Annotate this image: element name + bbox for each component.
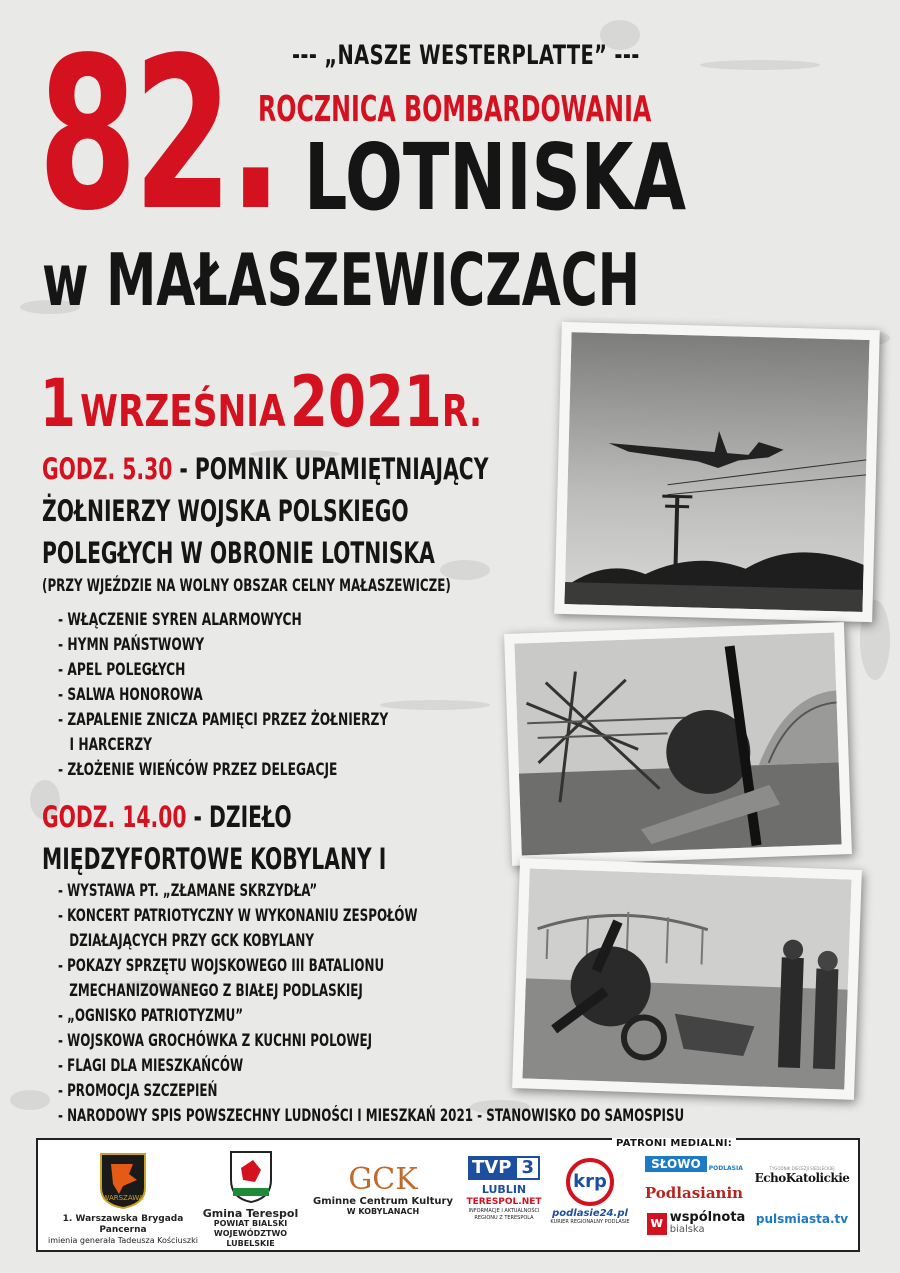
list-item: - KONCERT PATRIOTYCZNY W WYKONANIU ZESPOŁÓW	[58, 906, 418, 926]
brigade-emblem-text: WARSZAWA	[102, 1194, 144, 1202]
tvp-city: LUBLIN	[481, 1183, 527, 1196]
list-item: - WŁĄCZENIE SYREN ALARMOWYCH	[58, 610, 302, 630]
gck-sub: W KOBYLANACH	[346, 1207, 420, 1216]
date-month: WRZEŚNIA	[80, 386, 286, 437]
coat-of-arms-icon	[229, 1150, 273, 1204]
place-text: w MAŁASZEWICZACH	[42, 238, 640, 322]
podlasianin-logo	[642, 1184, 746, 1202]
podlasie24-logo	[546, 1158, 634, 1226]
list-item: - PROMOCJA SZCZEPIEŃ	[58, 1081, 218, 1101]
place-heading	[42, 240, 896, 320]
list-item: - ZAPALENIE ZNICZA PAMIĘCI PRZEZ ŻOŁNIERZY	[58, 710, 389, 730]
gmina-name: Gmina Terespol	[202, 1207, 299, 1220]
slowo-podlasia-logo	[642, 1156, 746, 1172]
brigade-name: 1. Warszawska Brygada Pancerna	[62, 1214, 184, 1235]
gck-logo	[303, 1164, 463, 1217]
wspolnota-mark: w	[647, 1213, 667, 1235]
tvp3-lublin-logo	[466, 1156, 542, 1222]
anniversary-number: 82.	[38, 12, 279, 257]
tvp-number: 3	[515, 1156, 540, 1180]
photo-plane-in-flight	[554, 322, 880, 622]
list-item: - HYMN PAŃSTWOWY	[58, 635, 205, 655]
krp-tagline: KURIER REGIONALNY PODLASIE	[550, 1219, 630, 1225]
patrons-label: PATRONI MEDIALNI:	[612, 1138, 736, 1149]
airport-text: LOTNISKA	[304, 124, 687, 231]
list-item: - WOJSKOWA GROCHÓWKA Z KUCHNI POLOWEJ	[58, 1031, 373, 1051]
event2-heading	[42, 796, 534, 880]
list-item: DZIAŁAJĄCYCH PRZY GCK KOBYLANY	[69, 931, 314, 951]
slowo-sub: PODLASIA	[708, 1165, 743, 1172]
tvp-brand: TVP	[468, 1156, 515, 1180]
event2-time: GODZ. 14.00	[42, 800, 187, 834]
event2-title-1: - DZIEŁO	[186, 800, 292, 834]
gck-name: Gminne Centrum Kultury	[313, 1196, 453, 1207]
terespol-net: TERESPOL.NET	[466, 1197, 542, 1207]
list-item: I HARCERZY	[69, 735, 152, 755]
pulsmiasta-logo	[750, 1212, 854, 1226]
brigade-sub: imienia generała Tadeusza Kościuszki	[48, 1236, 198, 1245]
list-item: - FLAGI DLA MIESZKAŃCÓW	[58, 1056, 244, 1076]
date-year: 2021	[289, 361, 442, 443]
gck-mark: GCK	[348, 1162, 418, 1197]
event-subtitle	[292, 40, 775, 71]
krp-mark: krp	[566, 1158, 614, 1206]
wspolnota-logo	[644, 1212, 748, 1236]
photo-wreck-with-soldiers	[512, 858, 862, 1100]
gmina-terespol-logo	[198, 1150, 303, 1249]
pulsmiasta-text: pulsmiasta.tv	[755, 1212, 849, 1226]
subtitle-text: --- „NASZE WESTERPLATTE” ---	[292, 40, 640, 71]
event-date	[40, 362, 607, 461]
gmina-sub-2: WOJEWÓDZTWO LUBELSKIE	[213, 1229, 288, 1248]
brigade-emblem-icon	[93, 1150, 153, 1210]
podlasianin-text: Podlasianin	[644, 1184, 744, 1202]
wspolnota-sub: bialska	[669, 1224, 705, 1235]
event1-location-note: (PRZY WJEŹDZIE NA WOLNY OBSZAR CELNY MAŁASZEWICZE)	[42, 576, 451, 596]
anniversary-text: ROCZNICA BOMBARDOWANIA	[258, 89, 652, 130]
list-item: - „OGNISKO PATRIOTYZMU”	[58, 1006, 244, 1026]
event1-program-list	[58, 608, 517, 783]
list-item: - WYSTAWA PT. „ZŁAMANE SKRZYDŁA”	[58, 881, 318, 901]
brigade-logo	[48, 1150, 198, 1246]
slowo-mark: SŁOWO	[645, 1156, 707, 1172]
date-day: 1	[40, 365, 76, 442]
list-item: ZMECHANIZOWANEGO Z BIAŁEJ PODLASKIEJ	[69, 981, 363, 1001]
list-item: - ZŁOŻENIE WIEŃCÓW PRZEZ DELEGACJE	[58, 760, 338, 780]
list-item: - POKAZY SPRZĘTU WOJSKOWEGO III BATALIONU	[58, 956, 385, 976]
airport-heading	[304, 124, 820, 231]
photo-plane-wreck	[504, 622, 852, 866]
event1-title-3: POLEGŁYCH W OBRONIE LOTNISKA	[42, 536, 435, 570]
event1-title-2: ŻOŁNIERZY WOJSKA POLSKIEGO	[42, 494, 409, 528]
date-suffix: R.	[441, 386, 482, 437]
terespol-net-tagline: INFORMACJE I AKTUALNOŚCI REGIONU Z TERESPOLA	[468, 1208, 540, 1221]
podlasie24-site: podlasie24.pl	[552, 1208, 628, 1219]
echo-tagline: TYGODNIK DIECEZJI SIEDLECKIEJ	[769, 1166, 835, 1171]
list-item: - APEL POLEGŁYCH	[58, 660, 186, 680]
event1-time: GODZ. 5.30	[42, 452, 173, 486]
sponsors-footer	[36, 1138, 860, 1252]
list-item: - SALWA HONOROWA	[58, 685, 203, 705]
list-item: - NARODOWY SPIS POWSZECHNY LUDNOŚCI I MIESZKAŃ 2021 - STANOWISKO DO SAMOSPISU	[58, 1106, 685, 1126]
wspolnota-name: wspólnota	[669, 1210, 746, 1225]
event1-title-1: - POMNIK UPAMIĘTNIAJĄCY	[172, 452, 489, 486]
echo-text: EchoKatolickie	[754, 1171, 850, 1185]
event2-title-2: MIĘDZYFORTOWE KOBYLANY I	[42, 842, 387, 876]
gmina-sub-1: POWIAT BIALSKI	[213, 1219, 288, 1228]
echo-katolickie-logo	[750, 1166, 854, 1185]
